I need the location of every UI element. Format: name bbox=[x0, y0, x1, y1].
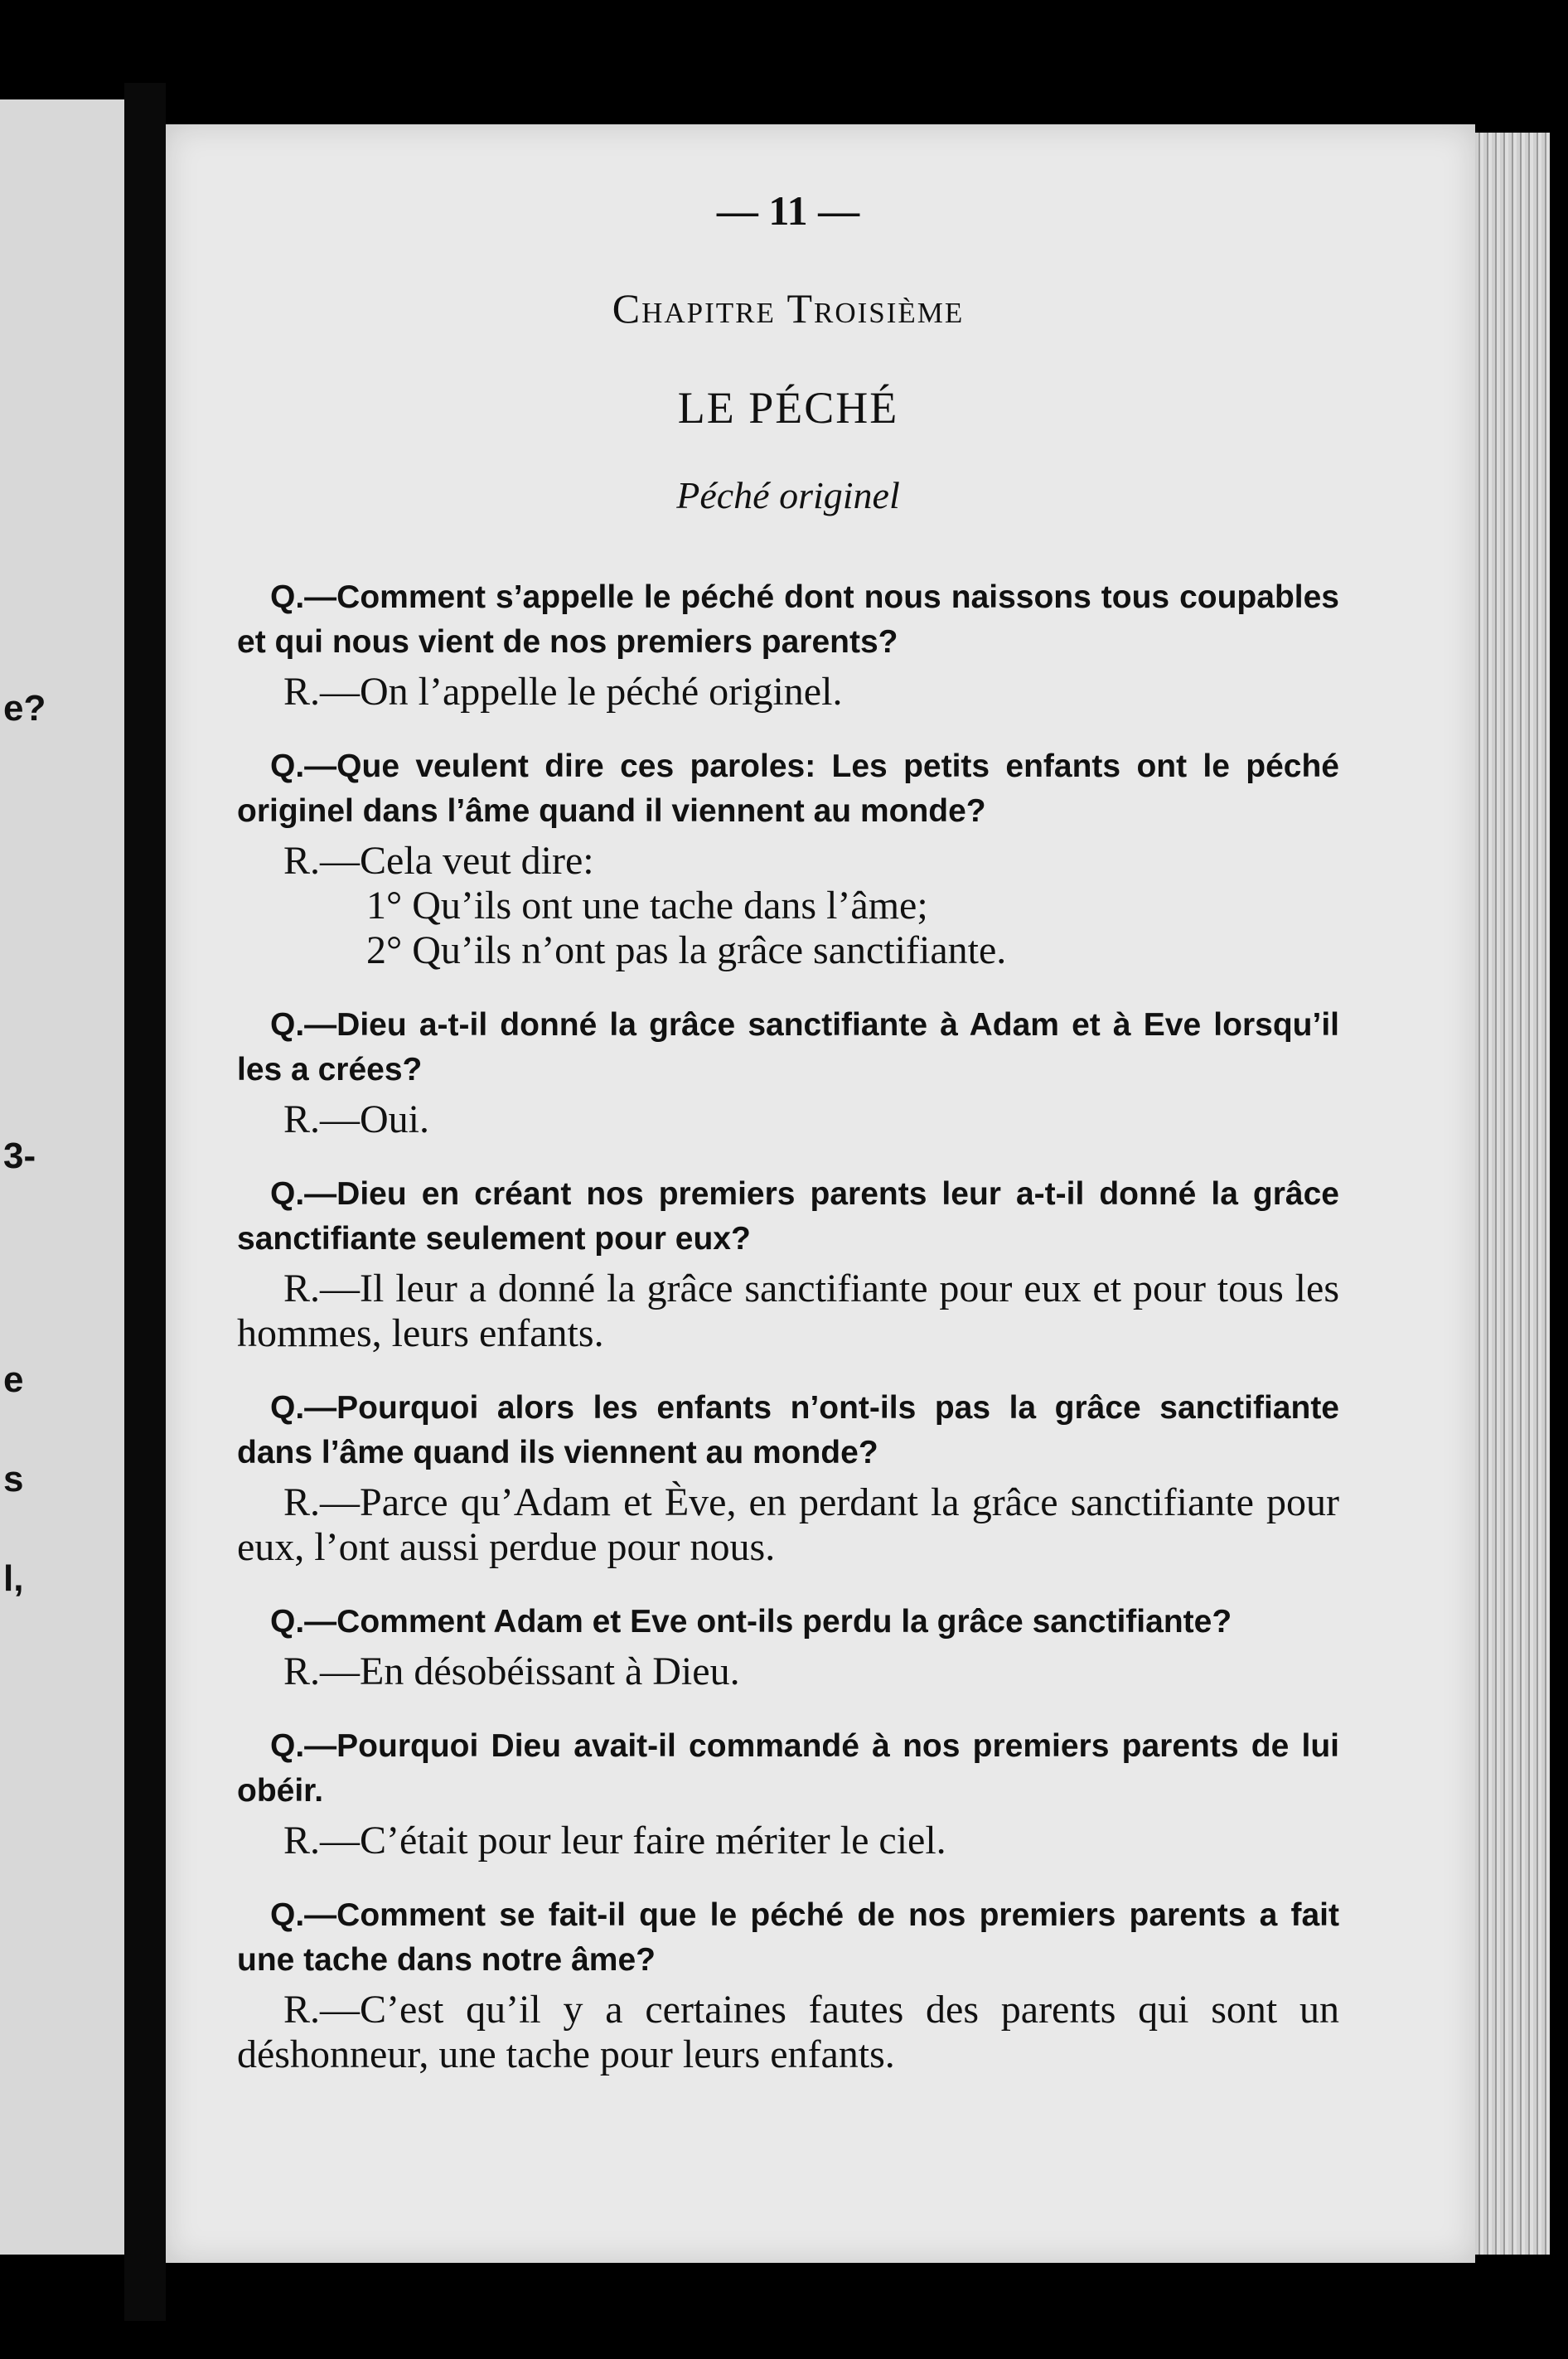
answer-point: 2° Qu’ils n’ont pas la grâce sanctifiante. bbox=[366, 928, 1007, 972]
answer: R.—Oui. bbox=[283, 1097, 430, 1141]
section-title: LE PÉCHÉ bbox=[677, 383, 899, 433]
left-page-fragment bbox=[0, 99, 124, 2255]
question: Q.—Comment s’appelle le péché dont nous naissons tous coupables et qui nous vient de nos premiers parents? bbox=[237, 579, 1339, 660]
answer: R.—Cela veut dire: bbox=[283, 839, 594, 883]
left-page-text: 3- bbox=[3, 1136, 36, 1176]
answer: R.—Il leur a donné la grâce sanctifiante pour eux et pour tous les hommes, leurs enfants. bbox=[237, 1267, 1339, 1355]
qa-item bbox=[237, 1003, 1339, 1142]
left-page-text: l, bbox=[3, 1558, 24, 1599]
page-stack-edge bbox=[1475, 133, 1550, 2255]
qa-item bbox=[237, 575, 1339, 714]
question: Q.—Comment Adam et Eve ont-ils perdu la grâce sanctifiante? bbox=[270, 1604, 1232, 1640]
question: Q.—Pourquoi Dieu avait-il commandé à nos premiers parents de lui obéir. bbox=[237, 1728, 1339, 1809]
question: Q.—Que veulent dire ces paroles: Les petits enfants ont le péché originel dans l’âme quand il viennent au monde? bbox=[237, 748, 1339, 829]
answer-point: 1° Qu’ils ont une tache dans l’âme; bbox=[366, 884, 928, 928]
page-number: — 11 — bbox=[716, 187, 860, 234]
page-content bbox=[237, 186, 1339, 2107]
answer: R.—C’était pour leur faire mériter le ciel. bbox=[283, 1819, 946, 1862]
question: Q.—Dieu a-t-il donné la grâce sanctifiante à Adam et à Eve lorsqu’il les a crées? bbox=[237, 1007, 1339, 1087]
left-page-text: e bbox=[3, 1359, 24, 1400]
qa-item bbox=[237, 744, 1339, 973]
left-page-text: e? bbox=[3, 688, 46, 729]
chapter-heading: Chapitre Troisième bbox=[612, 285, 965, 332]
question: Q.—Comment se fait-il que le péché de nos premiers parents a fait une tache dans notre âme? bbox=[237, 1897, 1339, 1978]
qa-item bbox=[237, 1893, 1339, 2077]
book-spine bbox=[124, 83, 166, 2321]
qa-item bbox=[237, 1386, 1339, 1570]
answer: R.—En désobéissant à Dieu. bbox=[283, 1649, 740, 1693]
answer: R.—On l’appelle le péché originel. bbox=[283, 670, 843, 714]
left-page-text: s bbox=[3, 1459, 24, 1499]
qa-item bbox=[237, 1600, 1339, 1694]
answer: R.—Parce qu’Adam et Ève, en perdant la grâce sanctifiante pour eux, l’ont aussi perdue pour nous. bbox=[237, 1480, 1339, 1569]
qa-item bbox=[237, 1724, 1339, 1863]
question: Q.—Dieu en créant nos premiers parents leur a-t-il donné la grâce sanctifiante seulement pour eux? bbox=[237, 1176, 1339, 1257]
question: Q.—Pourquoi alors les enfants n’ont-ils pas la grâce sanctifiante dans l’âme quand ils viennent au monde? bbox=[237, 1390, 1339, 1470]
answer: R.—C’est qu’il y a certaines fautes des parents qui sont un déshonneur, une tache pour leurs enfants. bbox=[237, 1988, 1339, 2076]
section-subtitle: Péché originel bbox=[676, 474, 900, 516]
qa-item bbox=[237, 1172, 1339, 1356]
